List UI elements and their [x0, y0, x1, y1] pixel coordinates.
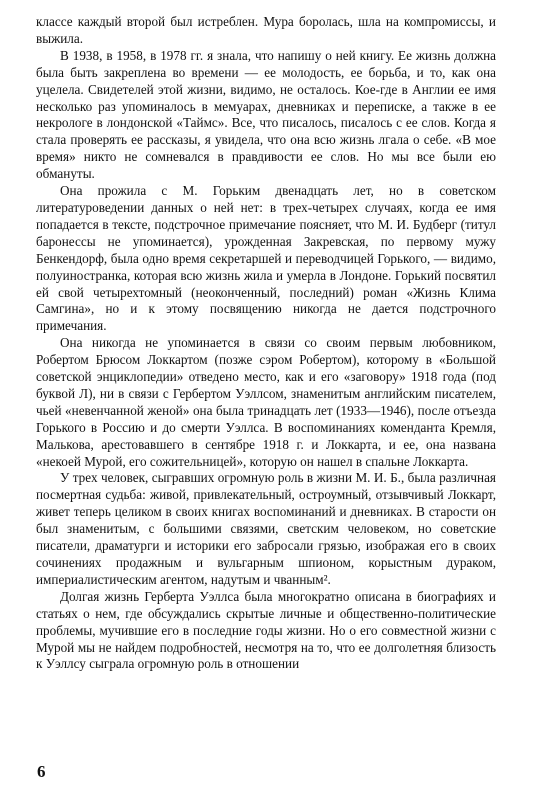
paragraph: Она прожила с М. Горьким двенадцать лет, но в советском литературоведении данных о ней нет: в трех-четырех случаях, когда ее имя попадается в тексте, подстрочное примечание поясняет, что М. И. Будберг (титул баронессы не упоминается), урожденная Закревская, по первому мужу Бенкендорф, была одно время секретаршей и переводчицей Горького, — видимо, полуиностранка, которая всю жизнь жила и умерла в Лондоне. Горький посвятил ей свой четырехтомный (неоконченный, последний) роман «Жизнь Клима Самгина», но и к этому посвящению никогда не дается подстрочного примечания. — [36, 183, 496, 334]
paragraph: Она никогда не упоминается в связи со своим первым любовником, Робертом Брюсом Локкартом (позже сэром Робертом), которому в «Большой советской энциклопедии» отведено место, как и его «заговору» 1918 года (под буквой Л), ни в связи с Гербертом Уэллсом, знаменитым английским писателем, чьей «невенчанной женой» она была тринадцать лет (1933—1946), после отъезда Горького в Россию и до смерти Уэллса. В воспоминаниях коменданта Кремля, Малькова, арестовавшего в сентябре 1918 г. и Локкарта, и ее, она названа «некоей Мурой, его сожительницей», которую он нашел в спальне Локкарта. — [36, 335, 496, 469]
paragraph: Долгая жизнь Герберта Уэллса была многократно описана в биографиях и статьях о нем, где обсуждались скрытые личные и общественно-политические проблемы, мучившие его в последние годы жизни. Но о его совместной жизни с Мурой мы не найдем подробностей, несмотря на то, что ее долголетняя близость к Уэллсу сыграла огромную роль в отношении — [36, 588, 496, 672]
document-page — [36, 14, 496, 673]
paragraph: В 1938, в 1958, в 1978 гг. я знала, что напишу о ней книгу. Ее жизнь должна была быть закреплена во времени — ее молодость, ее борьба, и то, как она уцелела. Свидетелей этой жизни, видимо, не осталось. Кое-где в Англии ее имя несколько раз упоминалось в мемуарах, дневниках и переписке, а также в ее некрологе в лондонской «Таймс». Все, что писалось, писалось с ее слов. Когда я стала проверять ее рассказы, я увидела, что она всю жизнь лгала о себе. «В мое время» никто не сомневался в правдивости ее слов. Но мы все были ею обмануты. — [36, 47, 496, 182]
page-number: 6 — [37, 762, 46, 781]
paragraph: классе каждый второй был истреблен. Мура боролась, шла на компромиссы, и выжила. — [36, 14, 496, 46]
paragraph: У трех человек, сыгравших огромную роль в жизни М. И. Б., была различная посмертная судьба: живой, привлекательный, остроумный, отзывчивый Локкарт, живет теперь целиком в своих книгах воспоминаний и дневниках. В старости он был знаменитым, с большими связями, светским человеком, но советские писатели, драматурги и историки его забросали грязью, изображая его в своих сочинениях продажным и вульгарным шпионом, корыстным дураком, империалистическим агентом, надутым и чванным². — [36, 470, 496, 587]
